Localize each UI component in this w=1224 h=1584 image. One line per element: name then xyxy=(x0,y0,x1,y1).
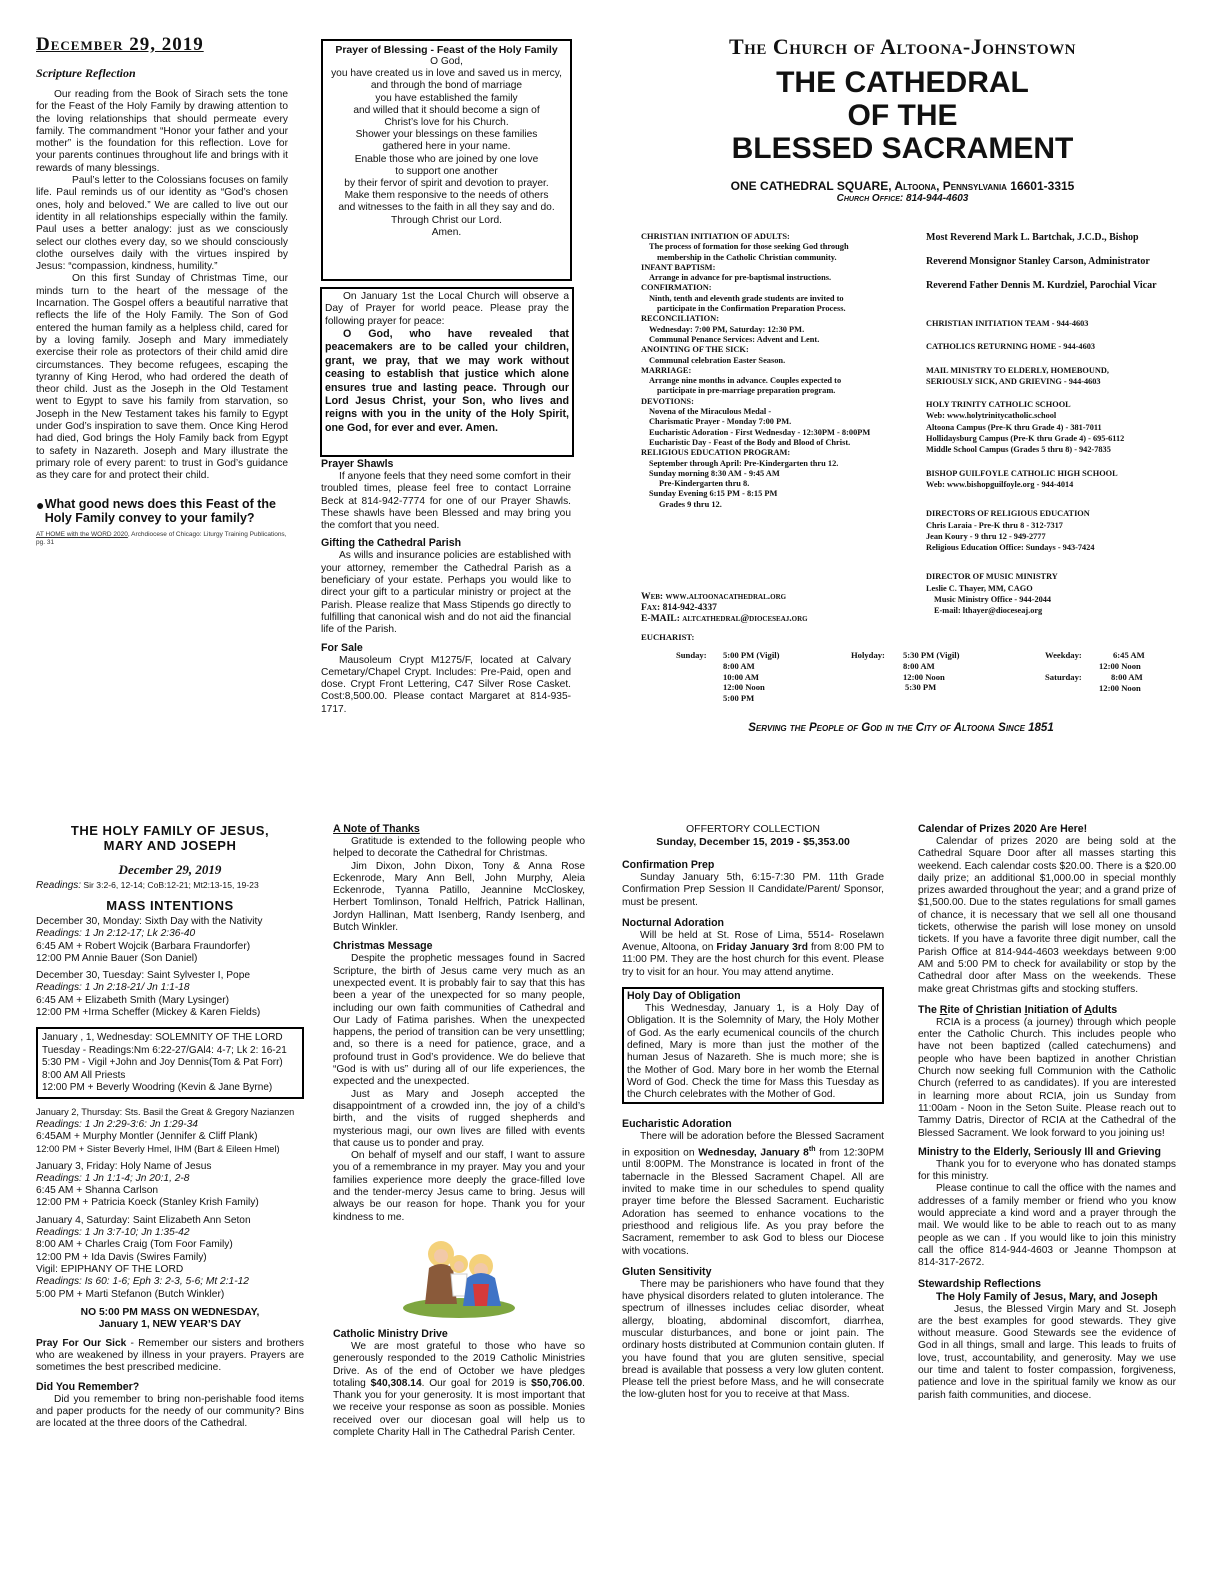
contact-line: BISHOP GUILFOYLE CATHOLIC HIGH SCHOOL xyxy=(926,468,1118,478)
peace-intro: On January 1st the Local Church will observe a Day of Prayer for world peace. Please pray the following prayer for peace: xyxy=(325,291,569,327)
sacrament-heading: ANOINTING OF THE SICK: xyxy=(641,345,749,355)
prayer-title: Prayer of Blessing - Feast of the Holy Family xyxy=(335,44,558,56)
reflection-question: What good news does this Feast of the Holy Family convey to your family? xyxy=(44,496,277,525)
sacrament-detail: Arrange in advance for pre-baptismal instructions. xyxy=(649,273,832,283)
drive-goal: $50,706.00 xyxy=(531,1377,583,1389)
mass-intention-line: 12:00 PM + Beverly Woodring (Kevin & Jane Byrne) xyxy=(42,1082,273,1093)
mass-intention-line: December 30, Monday: Sixth Day with the Nativity xyxy=(36,916,263,927)
contact-group xyxy=(926,399,1191,455)
mass-intention-line: 12:00 PM + Patricia Koeck (Stanley Krish Family) xyxy=(36,1197,259,1209)
prayer-line: you have established the family xyxy=(375,92,518,104)
email-link[interactable]: E-MAIL: altcathedral@dioceseaj.org xyxy=(641,613,808,624)
christmas-para: On behalf of myself and our staff, I want to assure you of a remembrance in my prayer. May you and your families experience more deeply the grace-filled love and the tender-mercy Jesus came to bring. Jesus will always be our reason for hope. Thank you for your kindness to me. xyxy=(333,1150,585,1223)
web-link[interactable]: Web: www.altoonacathedral.org xyxy=(641,591,787,602)
prayer-line: and witnesses to the faith in all they say and do. xyxy=(338,202,555,214)
middle-notices xyxy=(321,458,571,758)
prayer-line: Enable those who are joined by one love xyxy=(354,153,539,165)
bullet-icon: ● xyxy=(36,496,45,513)
mass-intention-line: Vigil: EPIPHANY OF THE LORD xyxy=(36,1263,184,1275)
mass-intention-line: 6:45 AM + Robert Wojcik (Barbara Fraundorfer) xyxy=(36,940,251,952)
drive-text: We are most grateful to those who have so generously responded to the 2019 Catholic Ministries Drive. As of the end of October we have pledges totaling xyxy=(333,1340,585,1389)
contact-group xyxy=(926,365,1191,388)
offertory-column xyxy=(622,823,884,1553)
mass-intention-line: Readings: 1 Jn 1:1-4; Jn 20:1, 2-8 xyxy=(36,1172,190,1184)
contact-line: Hollidaysburg Campus (Pre-K thru Grade 4) - 695-6112 xyxy=(926,434,1125,444)
cathedral-line: THE CATHEDRAL xyxy=(776,66,1029,99)
mass-intentions-heading: MASS INTENTIONS xyxy=(106,898,234,913)
thanks-p1: Gratitude is extended to the following people who helped to decorate the Cathedral for Christmas. xyxy=(333,836,585,860)
mass-time: 12:00 Noon xyxy=(1099,660,1141,671)
sacrament-detail: Ninth, tenth and eleventh grade students are invited to xyxy=(649,293,844,303)
mass-intention-line: Readings: 1 Jn 3:7-10; Jn 1:35-42 xyxy=(36,1227,190,1239)
holy-family-column xyxy=(36,823,304,1553)
clergy-name: Most Reverend Mark L. Bartchak, J.C.D., Bishop xyxy=(926,232,1139,243)
sunday-label: Sunday: xyxy=(676,650,707,660)
cathedral-line: OF THE xyxy=(847,99,958,132)
mass-intention-line: January 2, Thursday: Sts. Basil the Great & Gregory Nazianzen xyxy=(36,1107,295,1118)
drive-pledges: $40,308.14 xyxy=(370,1377,422,1389)
holy-day-text: This Wednesday, January 1, is a Holy Day of Obligation. It is the Solemnity of Mary, the Holy Mother of God. As the early ecumenical councils of the church defined, Mary is more than just the mother of the human Jesus of Nazareth. She is much more; she is the Mother of God. Mary bore in her womb the Eternal Word of God. Check the time for Mass this Tuesday as the Church celebrates with the Mother of God. xyxy=(627,1003,879,1101)
calendar-heading: Calendar of Prizes 2020 Are Here! xyxy=(918,823,1088,835)
gluten-heading: Gluten Sensitivity xyxy=(622,1265,712,1278)
reflection-para: Paul’s letter to the Colossians focuses on family life. Paul reminds us of our identity as “God’s chosen ones, holy and beloved.” We are called to live out our identity in all relationships especially within the family. Paul uses a better analogy: just as we consciously select our clothes every day, so we should consciously clothe ourselves daily with the virtues inspired by Jesus: “compassion, kindness, humility.” xyxy=(36,175,288,273)
eucharist-schedule xyxy=(641,632,1191,712)
mass-intention-line: 12:00 PM + Ida Davis (Swires Family) xyxy=(36,1251,207,1263)
readings: Sir 3:2-6, 12-14; CoB:12-21; Mt2:13-15, 19-23 xyxy=(81,880,259,890)
nocturnal-text: Will be held at St. Rose of Lima, 5514- Roselawn Avenue, Altoona, on xyxy=(622,929,884,954)
contact-line: E-mail: lthayer@dioceseaj.org xyxy=(934,606,1043,616)
sacrament-detail: Sunday Evening 6:15 PM - 8:15 PM xyxy=(649,489,778,499)
mass-intention-line: January 4, Saturday: Saint Elizabeth Ann Seton xyxy=(36,1214,251,1226)
world-peace-box xyxy=(320,287,574,457)
ministry-text: Please continue to call the office with the names and addresses of a family member or friend who you know would appreciate a kind word and a prayer through the mail. We would like to be able to reach out to as many people as we can . If you would like to join this ministry call the office 814-944-4603 or Jeanne Thompson at 814-317-2672. xyxy=(918,1183,1176,1269)
contact-line: Leslie C. Thayer, MM, CAGO xyxy=(926,583,1033,593)
mass-intention-line: 8:00 AM + Charles Craig (Tom Foor Family) xyxy=(36,1239,233,1251)
holy-day-box xyxy=(622,987,884,1104)
contact-line: Web: www.holytrinitycatholic.school xyxy=(926,411,1057,421)
holy-day-heading: Holy Day of Obligation xyxy=(627,990,741,1003)
feast-date: December 29, 2019 xyxy=(118,862,222,877)
drive-heading: Catholic Ministry Drive xyxy=(333,1327,448,1340)
adoration-text: There will be adoration before the Blessed Sacrament in exposition on xyxy=(622,1131,884,1159)
no-mass-line: January 1, NEW YEAR’S DAY xyxy=(98,1319,242,1331)
solemnity-box xyxy=(36,1027,304,1099)
sacrament-detail: Novena of the Miraculous Medal - xyxy=(649,407,772,417)
sacrament-heading: MARRIAGE: xyxy=(641,365,692,375)
church-name: The Church of Altoona-Johnstown xyxy=(728,34,1076,59)
mass-intention-line: 12:00 PM +Irma Scheffer (Mickey & Karen Fields) xyxy=(36,1007,261,1019)
drive-text: . Our goal for 2019 is xyxy=(421,1377,532,1389)
sacrament-detail: September through April: Pre-Kindergarten thru 12. xyxy=(649,458,839,468)
prayer-line: Through Christ our Lord. xyxy=(391,214,502,226)
reflection-para: Our reading from the Book of Sirach sets the tone for the Feast of the Holy Family by drawing attention to the loving relationships that should permeate every family. The commandment “Honor your father and your mother” is the foundation for this reflection. Love for your parents continues throughout life and brings with it rewards of many blessings. xyxy=(36,89,288,174)
contact-line: Web: www.bishopguilfoyle.org - 944-4014 xyxy=(926,479,1074,489)
prayer-line: you have created us in love and saved us in mercy, xyxy=(331,68,562,80)
nocturnal-heading: Nocturnal Adoration xyxy=(622,916,725,929)
contact-line: Jean Koury - 9 thru 12 - 949-2777 xyxy=(926,531,1046,541)
prayer-line: Shower your blessings on these families xyxy=(355,129,538,141)
mass-time: 5:30 PM xyxy=(905,682,937,693)
readings-label: Readings: xyxy=(36,880,82,891)
sacrament-heading: CONFIRMATION: xyxy=(641,283,712,293)
sacrament-detail: Arrange nine months in advance. Couples expected to xyxy=(649,376,842,386)
scripture-reflection-column xyxy=(36,34,288,774)
prayer-of-blessing-box xyxy=(321,39,572,281)
mass-intention-line: December 30, Tuesday: Saint Sylvester I, Pope xyxy=(36,970,251,982)
confirmation-text: Sunday January 5th, 6:15-7:30 PM. 11th Grade Confirmation Prep Session II Candidate/Parent/ Sponsor, must be present. xyxy=(622,872,884,908)
sacrament-heading: RECONCILIATION: xyxy=(641,314,720,324)
contact-group xyxy=(926,571,1191,616)
shawls-text: If anyone feels that they need some comfort in their troubled times, please feel free to contact Lorraine Beck at 814-942-7774 for one of our Prayer Shawls. These shawls have been Blessed and may bring you the comfort that you need. xyxy=(321,471,571,532)
mass-time: 8:00 AM xyxy=(723,660,755,671)
sacrament-detail: Pre-Kindergarten thru 8. xyxy=(659,479,750,489)
feast-title-line: THE HOLY FAMILY OF JESUS, xyxy=(70,823,270,838)
contact-line: CHRISTIAN INITIATION TEAM - 944-4603 xyxy=(926,319,1089,328)
mass-time: 12:00 Noon xyxy=(723,682,765,693)
mass-time: 8:00 AM xyxy=(903,660,935,671)
remember-heading: Did You Remember? xyxy=(36,1380,140,1393)
prayer-line: by their fervor of spirit and devotion to prayer. xyxy=(344,178,549,190)
tagline: Serving the People of God in the City of Altoona Since 1851 xyxy=(748,722,1054,734)
reflection-para: On this first Sunday of Christmas Time, our minds turn to the heart of the message of the Incarnation. The Gospel offers a beautiful narrative that reflects the life of the Holy Family. The Son of God entered the human family as a helpless child, cared for by a loving family. Joseph and Mary immediately exercise their role as protectors of their child amid dire circumstances. They become refugees, escaping the tyranny of King Herod, who had ordered the death of theor child. Just as the Joseph in the Old Testament went to Egypt to save his family from starvation, so Joseph in the New Testament takes his family to Egypt under God’s inspiration to save them. Once King Herod had died, God brings the Holy Family back from Egypt to safety in Nazareth. Joseph and Mary illustrate the primary role of every parent: to trust in God’s guidance as they care for and protect their child. xyxy=(36,273,288,482)
holy-family-image xyxy=(401,1234,517,1320)
contact-line: Religious Education Office: Sundays - 943-7424 xyxy=(926,543,1095,553)
prayer-line: Amen. xyxy=(431,226,462,238)
ministry-text: Thank you for to everyone who has donated stamps for this ministry. xyxy=(918,1158,1176,1183)
contact-line: DIRECTORS OF RELIGIOUS EDUCATION xyxy=(926,509,1090,519)
mass-intention-line: Readings: 1 Jn 2:29-3:6: Jn 1:29-34 xyxy=(36,1118,198,1130)
mass-intention-line: 12:00 PM Annie Bauer (Son Daniel) xyxy=(36,952,198,964)
sacrament-detail: Eucharistic Day - Feast of the Body and Blood of Christ. xyxy=(649,437,851,447)
drive-text: . Thank you for your generosity. It is most important that we receive your response as soon as possible. Monies received over our diocesan goal will help us to complete Charity Hall in The Cathedral Parish Center. xyxy=(333,1377,585,1438)
peace-prayer: O God, who have revealed that peacemakers are to be called your children, grant, we pray, that we may work without ceasing to establish that justice which alone ensures true and lasting peace. Through our Lord Jesus Christ, your Son, who lives and reigns with you in the unity of the Holy Spirit, one God, for ever and ever. Amen. xyxy=(325,327,569,434)
contact-line: MAIL MINISTRY TO ELDERLY, HOMEBOUND, xyxy=(926,365,1109,375)
contact-group xyxy=(926,341,1191,352)
sacrament-detail: Communal celebration Easter Season. xyxy=(649,355,786,365)
credit-link[interactable]: AT HOME with the WORD 2020 xyxy=(36,530,128,538)
sacrament-detail: Communal Penance Services: Advent and Lent. xyxy=(649,334,820,344)
clergy-name: Reverend Father Dennis M. Kurdziel, Parochial Vicar xyxy=(926,280,1157,291)
mass-intention-line: January 3, Friday: Holy Name of Jesus xyxy=(36,1160,212,1172)
reflection-subtitle: Scripture Reflection xyxy=(36,66,136,80)
contact-group xyxy=(926,318,1191,329)
remember-text: Did you remember to bring non-perishable food items and paper products for the needy of our community? Bins are located at the three doors of the Cathedral. xyxy=(36,1393,304,1430)
sacrament-detail: Grades 9 thru 12. xyxy=(659,499,722,509)
sacraments-list xyxy=(641,232,911,562)
sacrament-detail: Charismatic Prayer - Monday 7:00 PM. xyxy=(649,417,792,427)
sacrament-heading: INFANT BAPTISM: xyxy=(641,262,716,272)
prayer-line: gathered here in your name. xyxy=(382,141,511,153)
mass-time: 12:00 Noon xyxy=(1099,682,1141,693)
prayer-line: Christ’s love for his Church. xyxy=(384,117,509,129)
holyday-label: Holyday: xyxy=(851,650,885,660)
adoration-heading: Eucharistic Adoration xyxy=(622,1118,732,1131)
stewardship-subheading: The Holy Family of Jesus, Mary, and Joseph xyxy=(936,1290,1158,1303)
sacrament-heading: DEVOTIONS: xyxy=(641,396,694,406)
mass-time: 5:30 PM (Vigil) xyxy=(903,650,960,660)
mass-intention-line: Readings: 1 Jn 2:18-21/ Jn 1:1-18 xyxy=(36,982,190,994)
sacrament-detail: The process of formation for those seeking God through xyxy=(649,242,849,252)
mass-time: 8:00 AM xyxy=(1111,672,1143,682)
pray-sick-heading: Pray For Our Sick xyxy=(36,1337,127,1349)
mass-time: 12:00 Noon xyxy=(903,671,945,682)
weekday-label: Weekday: xyxy=(1045,650,1082,660)
prayer-line: O God, xyxy=(430,56,463,67)
saturday-label: Saturday: xyxy=(1045,672,1082,682)
offertory-heading: OFFERTORY COLLECTION xyxy=(685,823,820,835)
sunday-times xyxy=(723,650,779,704)
contact-group xyxy=(926,508,1191,553)
contact-group xyxy=(926,468,1191,491)
feast-title-line: MARY AND JOSEPH xyxy=(103,838,237,853)
contact-line: Chris Laraia - Pre-K thru 8 - 312-7317 xyxy=(926,520,1063,530)
contact-line: DIRECTOR OF MUSIC MINISTRY xyxy=(926,572,1058,582)
contact-line: Altoona Campus (Pre-K thru Grade 4) - 381-7011 xyxy=(926,422,1102,432)
gifting-heading: Gifting the Cathedral Parish xyxy=(321,537,462,550)
mass-intention-line: Tuesday - Readings:Nm 6:22-27/GAl4: 4-7; Lk 2: 16-21 xyxy=(42,1044,287,1056)
mass-intention-line: 12:00 PM + Sister Beverly Hmel, IHM (Bart & Eileen Hmel) xyxy=(36,1143,280,1155)
cathedral-line: BLESSED SACRAMENT xyxy=(731,132,1074,165)
sacrament-detail: Eucharistic Adoration - First Wednesday - 12:30PM - 8:00PM xyxy=(649,427,871,437)
sacrament-detail: Wednesday: 7:00 PM, Saturday: 12:30 PM. xyxy=(649,324,805,334)
thanks-column xyxy=(333,823,585,1553)
saturday-times xyxy=(1099,672,1143,694)
sacrament-heading: RELIGIOUS EDUCATION PROGRAM: xyxy=(641,448,791,458)
no-mass-line: NO 5:00 PM MASS ON WEDNESDAY, xyxy=(80,1306,260,1318)
calendar-text: Calendar of prizes 2020 are being sold at the Cathedral Square Door after all masses starting this weekend. Each calendar costs $20.00. There is a $20.00 daily prize; an additional $1,000.00 in special monthly prizes awarded throughout the year; and a grand prize of $1,500.00. Due to the states regulations for small games of chance, it is necessary that we sell all one thousand tickets, otherwise the parish will lose money on unsold tickets. If you have a favorite three digit number, call the Parish Office at 814-944-4603 weekdays between 9:00 AM and 5:00 PM to check for availability or stop by the Cathedral door after Mass on the weekends. These make great Christmas gifts and stocking stuffers. xyxy=(918,836,1176,995)
holyday-times xyxy=(903,650,959,693)
rcia-heading: The Rite of Christian Initiation of Adults xyxy=(918,1003,1118,1016)
sacrament-heading: CHRISTIAN INITIATION OF ADULTS: xyxy=(641,232,790,241)
contact-line: Music Ministry Office - 944-2044 xyxy=(934,595,1052,605)
mass-intention-line: 8:00 AM All Priests xyxy=(42,1069,126,1081)
nocturnal-text: from 8:00 PM to 11:00 PM. They are the host church for this event. Please try to visit for an hour. You may attend anytime. xyxy=(622,942,884,978)
parish-header xyxy=(620,34,1185,214)
mass-intention-line: 6:45 AM + Elizabeth Smith (Mary Lysinger) xyxy=(36,994,229,1006)
prayer-line: Make them responsive to the needs of others xyxy=(344,190,549,202)
confirmation-heading: Confirmation Prep xyxy=(622,859,715,871)
mass-intention-line: Readings: 1 Jn 2:12-17; Lk 2:36-40 xyxy=(36,928,196,940)
thanks-heading: A Note of Thanks xyxy=(333,823,420,835)
contact-line: CATHOLICS RETURNING HOME - 944-4603 xyxy=(926,342,1096,352)
contacts-list xyxy=(926,318,1191,628)
sale-heading: For Sale xyxy=(321,641,363,654)
contact-line: HOLY TRINITY CATHOLIC SCHOOL xyxy=(926,400,1071,410)
credit-text: , Archdiocese of Chicago: Liturgy Training Publications, pg. 31 xyxy=(36,530,287,546)
contact-line: SERIOUSLY SICK, AND GRIEVING - 944-4603 xyxy=(926,376,1101,386)
mass-time: 10:00 AM xyxy=(723,671,760,682)
clergy-name: Reverend Monsignor Stanley Carson, Administrator xyxy=(926,256,1150,267)
clergy-list xyxy=(926,232,1191,312)
christmas-para: Just as Mary and Joseph accepted the disappointment of a crowded inn, the joy of a child’s birth, and the visits of rugged shepherds and mysterious magi, our own lives are filled with events that cause us to ponder and pray. xyxy=(333,1088,585,1149)
mass-intention-line: January , 1, Wednesday: SOLEMNITY OF THE LORD xyxy=(42,1032,283,1044)
adoration-date: Wednesday, January 8 xyxy=(698,1147,809,1159)
gifting-text: As wills and insurance policies are established with your attorney, remember the Cathedral Parish as a beneficiary of your estate. Perhaps you would like to direct your gift to a particular ministry or project at the Parish. Please realize that Mass Stipends go directly to fulfilling that canonical wish and do not aid the financial life of the Parish. xyxy=(321,550,571,636)
sale-text: Mausoleum Crypt M1275/F, located at Calvary Cemetary/Chapel Crypt. Includes: Pre-Paid, open and dose. Crypt Front Lettering, C47 Silver Rose Casket. Cost:8,500.00. Please contact Margaret at 814-935-1717. xyxy=(321,654,571,715)
stewardship-heading: Stewardship Reflections xyxy=(918,1277,1042,1290)
mass-intention-line: 5:00 PM + Marti Stefanon (Butch Winkler) xyxy=(36,1288,225,1300)
sacrament-detail: participate in pre-marriage preparation program. xyxy=(657,386,836,396)
ministry-heading: Ministry to the Elderly, Seriously Ill and Grieving xyxy=(918,1145,1161,1158)
contact-web xyxy=(641,591,901,631)
shawls-heading: Prayer Shawls xyxy=(321,458,394,470)
pray-sick-text: - Remember our sisters and brothers who are weakened by illness in your prayers. Prayers are sometimes the best prescribed medicine. xyxy=(36,1337,304,1374)
sacrament-detail: participate in the Confirmation Preparation Process. xyxy=(657,304,846,314)
mass-intention-line: 6:45 AM + Shanna Carlson xyxy=(36,1185,159,1197)
contact-line: Middle School Campus (Grades 5 thru 8) - 942-7835 xyxy=(926,445,1111,455)
mass-intention-line: 6:45AM + Murphy Montler (Jennifer & Cliff Plank) xyxy=(36,1131,258,1142)
sacrament-detail: Sunday morning 8:30 AM - 9:45 AM xyxy=(649,468,780,478)
calendar-column xyxy=(918,823,1176,1553)
nocturnal-date: Friday January 3rd xyxy=(716,942,808,954)
mass-time: 5:00 PM xyxy=(723,693,755,704)
weekday-times xyxy=(1099,650,1145,672)
office-phone: Church Office: 814-944-4603 xyxy=(836,193,969,204)
rcia-text: RCIA is a process (a journey) through which people enter the Catholic Church. This includes people who have not been baptized (called catechumens) and people who have been baptized in another Christian Church now seeking full Communion with the Catholic Church (referred to as candidates). If you are interested in learning more about RCIA, join us Sunday from 11:00am - Noon in the Seton Suite. Please reach out to Tammy Datris, Director of RCIA at the Cathedral of the Blessed Sacrament. We look forward to you joining us! xyxy=(918,1016,1176,1139)
mass-time: 5:00 PM (Vigil) xyxy=(723,650,780,660)
fax: Fax: 814-942-4337 xyxy=(641,602,717,613)
christmas-para: Despite the prophetic messages found in Sacred Scripture, the birth of Jesus came very much as an unexpected event. It is probably fair to say that this has been a year of the unexpected for so many people, including our own faith communities of Cathedral and Our Lady of Fatima parishes. When the unexpected happens, the period of transition can be very unsettling; and, so there is a need for patience, grace, and a profound trust in God’s providence. We do believe that “God is with us” during all of our life experiences, the expected and the unexpected. xyxy=(333,953,585,1088)
prayer-line: to support one another xyxy=(395,165,498,177)
stewardship-text: Jesus, the Blessed Virgin Mary and St. Joseph are the best examples for good stewards. They give without measure. Good Stewards see the evidence of God in all things, small and large. This leads to fruits of love, trust, accountability, and generosity. May we use our time and talent to foster compassion, forgiveness, patience and love in the spiritual family we know as our parish faith communities, and diocese. xyxy=(918,1303,1176,1401)
date-heading: December 29, 2019 xyxy=(36,34,204,55)
adoration-date-suffix: th xyxy=(808,1145,816,1153)
address: ONE CATHEDRAL SQUARE, Altoona, Pennsylvania 16601-3315 xyxy=(730,179,1075,193)
eucharist-label: EUCHARIST: xyxy=(641,632,695,642)
sacrament-detail: membership in the Catholic Christian community. xyxy=(657,252,837,262)
christmas-heading: Christmas Message xyxy=(333,940,433,953)
mass-intention-line: Readings: Is 60: 1-6; Eph 3: 2-3, 5-6; Mt 2:1-12 xyxy=(36,1276,249,1288)
adoration-text: from 12:30PM until 8:00PM. The Monstrance is located in front of the tabernacle in the Blessed Sacrament Chapel. All are invited to make time in our schedules to spend quality prayer time before the Blessed Sacrament. Eucharistic Adoration has seemed to enhance vocations to the priesthood and religious life. As you pray before the Sacrament, remember to ask God to bless our Diocese with vocations. xyxy=(622,1147,884,1257)
mass-time: 6:45 AM xyxy=(1113,650,1145,660)
mass-intention-line: 5:30 PM - Vigil +John and Joy Dennis(Tom & Pat Forr) xyxy=(42,1057,283,1069)
gluten-text: There may be parishioners who have found that they have physical disorders related to gluten intolerance. The spectrum of illnesses includes celiac disorder, wheat allergy, bloating, abdominal discomfort, diarrhea, muscular disturbances, and bone or joint pain. The ordinary hosts distributed at Communion contain gluten. If you have found that you are gluten sensitive, special bread is available that possess a very low gluten content. Please tell the priest before Mass, and he will consecrate the low-gluten host for you to receive at that Mass. xyxy=(622,1278,884,1401)
offertory-amount: Sunday, December 15, 2019 - $5,353.00 xyxy=(656,836,850,848)
prayer-line: and through the bond of marriage xyxy=(370,80,523,92)
thanks-p2: Jim Dixon, John Dixon, Tony & Anna Rose Eckenrode, Mary Ann Bell, John Murphy, Aleia Eckenrode, Tyanna Patillo, Jeannine McCloskey, Herbert Tomlinson, Tonald Helfrich, Patrick Hallinan, Jordyn Hallinan, Matt Isenberg, Randy Isenberg, and Butch Winkler. xyxy=(333,860,585,934)
prayer-line: and willed that it should become a sign of xyxy=(353,104,540,116)
cathedral-title xyxy=(620,66,1185,165)
